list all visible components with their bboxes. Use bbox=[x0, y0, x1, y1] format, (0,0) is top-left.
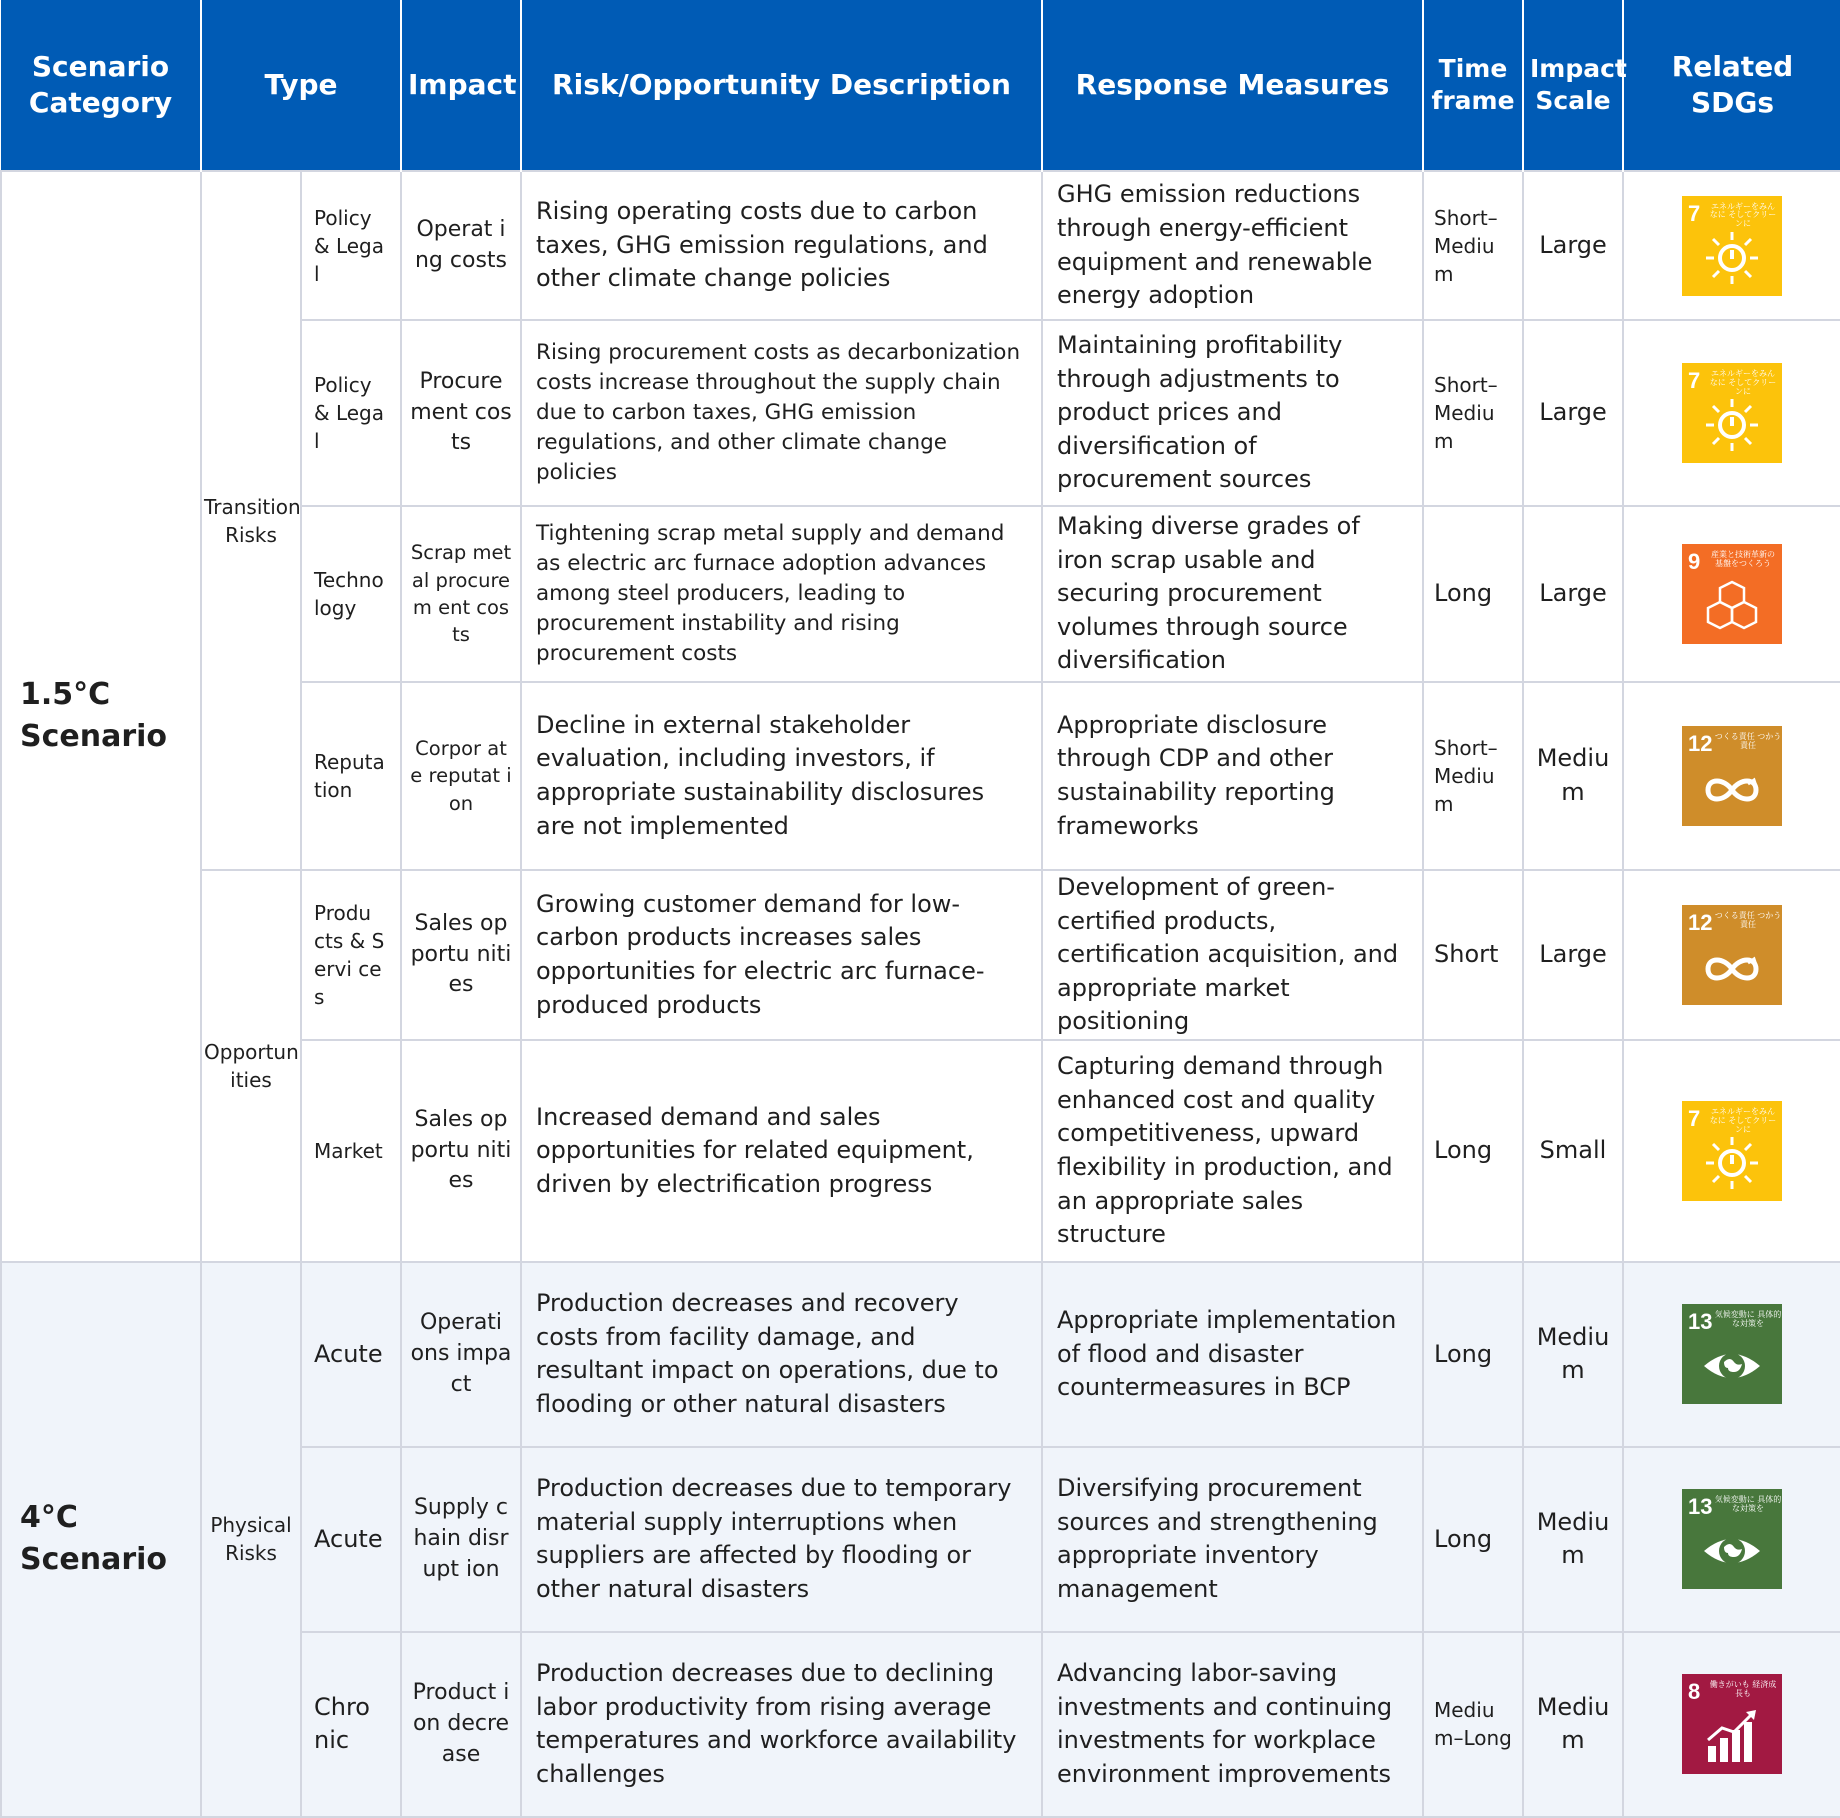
response-cell: Capturing demand through enhanced cost and quality competitiveness, upward flexibility in production, and an appropriate sales structure bbox=[1042, 1040, 1423, 1262]
subtype-cell: Acute bbox=[301, 1262, 401, 1447]
description-cell: Production decreases due to declining labor productivity from rising average temperatures and workforce availability challenges bbox=[521, 1632, 1042, 1817]
header-type: Type bbox=[201, 0, 401, 171]
time-frame-cell: Long bbox=[1423, 506, 1523, 682]
table-row bbox=[1, 870, 1840, 1040]
impact-cell: Sales opportu nities bbox=[401, 870, 521, 1040]
impact-cell: Sales opportu nities bbox=[401, 1040, 521, 1262]
impact-cell: Corpor ate reputat ion bbox=[401, 682, 521, 870]
sun-power-icon bbox=[1702, 228, 1762, 288]
sdg-12-icon bbox=[1682, 905, 1782, 1005]
sdg-cell bbox=[1623, 1040, 1840, 1262]
sdg-label: 気候変動に 具体的な対策を bbox=[1714, 1310, 1782, 1329]
time-frame-cell: Short–Medium bbox=[1423, 682, 1523, 870]
subtype-cell: Produ cts & Servi ces bbox=[301, 870, 401, 1040]
impact-cell: Product ion decre ase bbox=[401, 1632, 521, 1817]
impact-scale-cell: Large bbox=[1523, 171, 1623, 320]
sdg-label: エネルギーをみんなに そしてクリーンに bbox=[1709, 201, 1777, 229]
sdg-label: エネルギーをみんなに そしてクリーンに bbox=[1709, 369, 1777, 396]
subtype-cell: Chro nic bbox=[301, 1632, 401, 1817]
time-frame-cell: Short–Medium bbox=[1423, 320, 1523, 506]
sdg-label: 産業と技術革新の 基盤をつくろう bbox=[1711, 550, 1775, 568]
type-label: Transition Risks bbox=[201, 171, 301, 870]
sdg-number: 13 bbox=[1688, 1494, 1713, 1520]
impact-cell: Procure ment costs bbox=[401, 320, 521, 506]
impact-scale-cell: Medium bbox=[1523, 1632, 1623, 1817]
sdg-label: 気候変動に 具体的な対策を bbox=[1714, 1495, 1782, 1514]
sdg-number: 13 bbox=[1688, 1309, 1713, 1335]
description-cell: Rising operating costs due to carbon taxes, GHG emission regulations, and other climate change policies bbox=[521, 171, 1042, 320]
sdg-cell bbox=[1623, 1632, 1840, 1817]
header-impact: Impact bbox=[401, 0, 521, 171]
subtype-cell: Market bbox=[301, 1040, 401, 1262]
sdg-label: エネルギーをみんなに そしてクリーンに bbox=[1709, 1106, 1777, 1134]
scenario-label: 4°C Scenario bbox=[1, 1262, 201, 1817]
description-cell: Growing customer demand for low-carbon products increases sales opportunities for electric arc furnace-produced products bbox=[521, 870, 1042, 1040]
sdg-cell bbox=[1623, 506, 1840, 682]
description-cell: Rising procurement costs as decarbonization costs increase throughout the supply chain due to carbon taxes, GHG emission regulations, and other climate change policies bbox=[521, 320, 1042, 506]
header-response: Response Measures bbox=[1042, 0, 1423, 171]
description-cell: Tightening scrap metal supply and demand as electric arc furnace adoption advances among steel producers, leading to procurement instability and rising procurement costs bbox=[521, 506, 1042, 682]
sdg-number: 7 bbox=[1688, 1105, 1701, 1131]
sdg-8-icon bbox=[1682, 1674, 1782, 1774]
header-related-sdgs: Related SDGs bbox=[1623, 0, 1840, 171]
impact-scale-cell: Large bbox=[1523, 506, 1623, 682]
sdg-number: 7 bbox=[1688, 200, 1701, 226]
impact-cell: Operati ons impact bbox=[401, 1262, 521, 1447]
subtype-cell: Techno logy bbox=[301, 506, 401, 682]
sdg-number: 8 bbox=[1688, 1679, 1701, 1705]
impact-scale-cell: Medium bbox=[1523, 682, 1623, 870]
sdg-7-icon bbox=[1682, 196, 1782, 296]
response-cell: Making diverse grades of iron scrap usable and securing procurement volumes through source diversification bbox=[1042, 506, 1423, 682]
table-row bbox=[1, 1262, 1840, 1447]
time-frame-cell: Medium–Long bbox=[1423, 1632, 1523, 1817]
response-cell: GHG emission reductions through energy-efficient equipment and renewable energy adoption bbox=[1042, 171, 1423, 320]
sdg-cell bbox=[1623, 1262, 1840, 1447]
scenario-label: 1.5°C Scenario bbox=[1, 171, 201, 1262]
sdg-label: つくる責任 つかう責任 bbox=[1714, 732, 1782, 750]
time-frame-cell: Long bbox=[1423, 1262, 1523, 1447]
header-scenario-category: Scenario Category bbox=[1, 0, 201, 171]
sdg-cell bbox=[1623, 870, 1840, 1040]
description-cell: Increased demand and sales opportunities for related equipment, driven by electrification progress bbox=[521, 1040, 1042, 1262]
response-cell: Appropriate disclosure through CDP and other sustainability reporting frameworks bbox=[1042, 682, 1423, 870]
description-cell: Decline in external stakeholder evaluation, including investors, if appropriate sustainability disclosures are not implemented bbox=[521, 682, 1042, 870]
impact-cell: Scrap metal procurem ent costs bbox=[401, 506, 521, 682]
table-row bbox=[1, 171, 1840, 320]
sdg-cell bbox=[1623, 320, 1840, 506]
header-time-frame: Time frame bbox=[1423, 0, 1523, 171]
time-frame-cell: Short–Medium bbox=[1423, 171, 1523, 320]
impact-scale-cell: Medium bbox=[1523, 1447, 1623, 1632]
growth-chart-icon bbox=[1702, 1706, 1762, 1766]
sdg-13-icon bbox=[1682, 1304, 1782, 1404]
sdg-number: 12 bbox=[1688, 731, 1713, 756]
sdg-13-icon bbox=[1682, 1489, 1782, 1589]
response-cell: Development of green-certified products, certification acquisition, and appropriate market positioning bbox=[1042, 870, 1423, 1040]
description-cell: Production decreases due to temporary material supply interruptions when suppliers are affected by flooding or other natural disasters bbox=[521, 1447, 1042, 1632]
impact-scale-cell: Small bbox=[1523, 1040, 1623, 1262]
globe-eye-icon bbox=[1702, 1336, 1762, 1396]
header-description: Risk/Opportunity Description bbox=[521, 0, 1042, 171]
header-row bbox=[1, 0, 1840, 171]
sdg-cell bbox=[1623, 171, 1840, 320]
infinity-icon bbox=[1702, 758, 1762, 818]
sdg-7-icon bbox=[1682, 363, 1782, 463]
response-cell: Maintaining profitability through adjustments to product prices and diversification of procurement sources bbox=[1042, 320, 1423, 506]
subtype-cell: Reputa tion bbox=[301, 682, 401, 870]
subtype-cell: Policy & Legal bbox=[301, 171, 401, 320]
response-cell: Advancing labor-saving investments and continuing investments for workplace environment improvements bbox=[1042, 1632, 1423, 1817]
sdg-12-icon bbox=[1682, 726, 1782, 826]
cubes-icon bbox=[1702, 576, 1762, 636]
impact-cell: Supply chain disrupt ion bbox=[401, 1447, 521, 1632]
sdg-label: つくる責任 つかう責任 bbox=[1714, 910, 1782, 929]
type-label: Opportun ities bbox=[201, 870, 301, 1262]
sdg-cell bbox=[1623, 1447, 1840, 1632]
impact-scale-cell: Large bbox=[1523, 320, 1623, 506]
subtype-cell: Policy & Legal bbox=[301, 320, 401, 506]
time-frame-cell: Long bbox=[1423, 1447, 1523, 1632]
header-impact-scale: Impact Scale bbox=[1523, 0, 1623, 171]
sun-power-icon bbox=[1702, 1133, 1762, 1193]
response-cell: Diversifying procurement sources and strengthening appropriate inventory management bbox=[1042, 1447, 1423, 1632]
sdg-number: 12 bbox=[1688, 909, 1713, 935]
response-cell: Appropriate implementation of flood and disaster countermeasures in BCP bbox=[1042, 1262, 1423, 1447]
impact-scale-cell: Large bbox=[1523, 870, 1623, 1040]
globe-eye-icon bbox=[1702, 1521, 1762, 1581]
infinity-icon bbox=[1702, 937, 1762, 997]
time-frame-cell: Long bbox=[1423, 1040, 1523, 1262]
impact-scale-cell: Medium bbox=[1523, 1262, 1623, 1447]
sdg-9-icon bbox=[1682, 544, 1782, 644]
description-cell: Production decreases and recovery costs from facility damage, and resultant impact on operations, due to flooding or other natural disasters bbox=[521, 1262, 1042, 1447]
sdg-number: 9 bbox=[1688, 549, 1701, 574]
impact-cell: Operat ing costs bbox=[401, 171, 521, 320]
subtype-cell: Acute bbox=[301, 1447, 401, 1632]
sdg-7-icon bbox=[1682, 1101, 1782, 1201]
time-frame-cell: Short bbox=[1423, 870, 1523, 1040]
sdg-label: 働きがいも 経済成長も bbox=[1709, 1680, 1777, 1699]
sun-power-icon bbox=[1702, 395, 1762, 455]
sdg-number: 7 bbox=[1688, 368, 1701, 393]
sdg-cell bbox=[1623, 682, 1840, 870]
type-label: Physical Risks bbox=[201, 1262, 301, 1817]
